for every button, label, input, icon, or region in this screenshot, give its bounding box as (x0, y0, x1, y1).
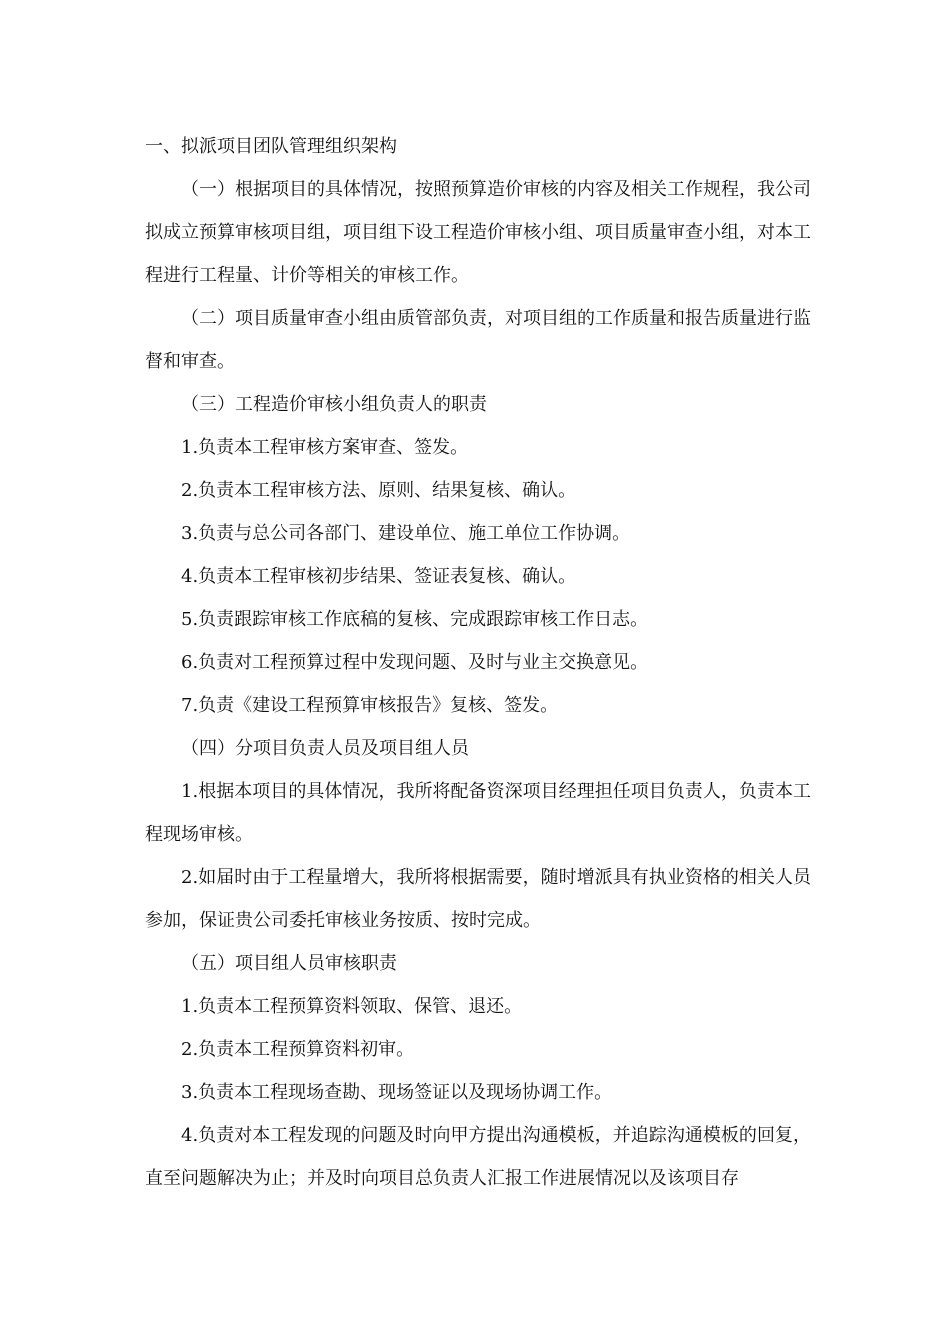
list-item: 2.负责本工程审核方法、原则、结果复核、确认。 (181, 480, 577, 501)
list-item: 2.负责本工程预算资料初审。 (181, 1039, 415, 1060)
paragraph-1: （一）根据项目的具体情况，按照预算造价审核的内容及相关工作规程，我公司拟成立预算审核项目组，项目组下设工程造价审核小组、项目质量审查小组，对本工程进行工程量、计价等相关的审核工作。 (145, 179, 811, 286)
list-item: 4.负责对本工程发现的问题及时向甲方提出沟通模板，并追踪沟通模板的回复，直至问题解决为止；并及时向项目总负责人汇报工作进展情况以及该项目存 (145, 1125, 811, 1189)
list-item: 5.负责跟踪审核工作底稿的复核、完成跟踪审核工作日志。 (181, 609, 649, 630)
list-item: 7.负责《建设工程预算审核报告》复核、签发。 (181, 695, 559, 716)
list-item: 6.负责对工程预算过程中发现问题、及时与业主交换意见。 (181, 652, 649, 673)
list-item: 1.根据本项目的具体情况，我所将配备资深项目经理担任项目负责人，负责本工程现场审核。 (145, 781, 811, 845)
list-item: 2.如届时由于工程量增大，我所将根据需要，随时增派具有执业资格的相关人员参加，保证贵公司委托审核业务按质、按时完成。 (145, 867, 811, 931)
document-body (145, 125, 811, 1200)
list-item: 4.负责本工程审核初步结果、签证表复核、确认。 (181, 566, 577, 587)
section-heading: 一、拟派项目团队管理组织架构 (145, 136, 397, 157)
subheading-4: （四）分项目负责人员及项目组人员 (181, 738, 469, 759)
list-item: 1.负责本工程预算资料领取、保管、退还。 (181, 996, 523, 1017)
list-item: 3.负责与总公司各部门、建设单位、施工单位工作协调。 (181, 523, 631, 544)
list-item: 1.负责本工程审核方案审查、签发。 (181, 437, 469, 458)
subheading-3: （三）工程造价审核小组负责人的职责 (181, 394, 487, 415)
list-item: 3.负责本工程现场查勘、现场签证以及现场协调工作。 (181, 1082, 613, 1103)
paragraph-2: （二）项目质量审查小组由质管部负责，对项目组的工作质量和报告质量进行监督和审查。 (145, 308, 811, 372)
subheading-5: （五）项目组人员审核职责 (181, 953, 397, 974)
